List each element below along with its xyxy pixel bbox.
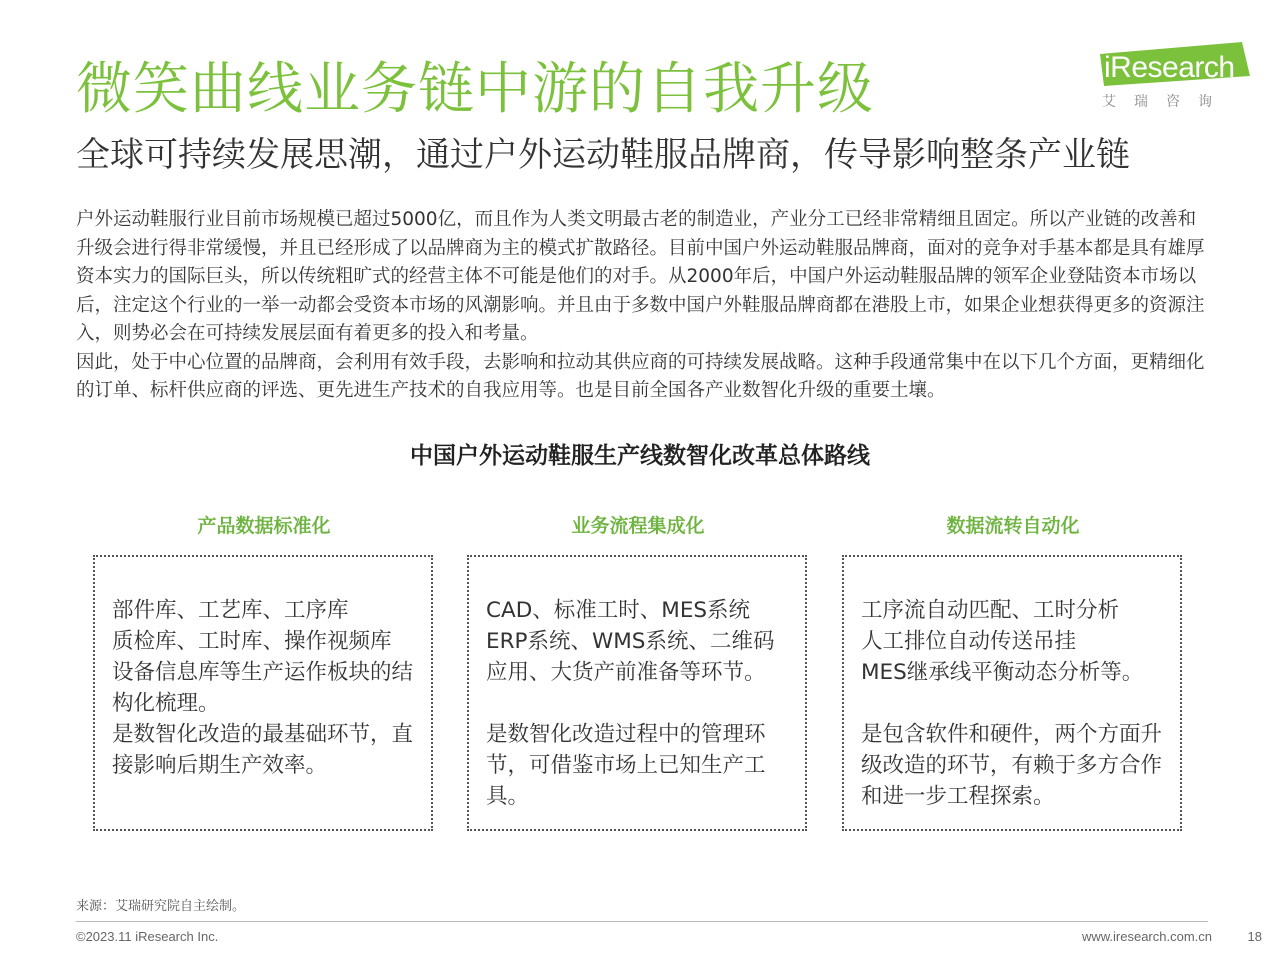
iresearch-logo	[1100, 40, 1250, 115]
box-note: 是数智化改造过程中的管理环节，可借鉴市场上已知生产工具。	[486, 722, 766, 809]
page-title: 微笑曲线业务链中游的自我升级	[76, 57, 874, 122]
body-paragraph-1: 户外运动鞋服行业目前市场规模已超过5000亿，而且作为人类文明最古老的制造业，产业分工已经非常精细且固定。所以产业链的改善和升级会进行得非常缓慢，并且已经形成了以品牌商为主的模式扩散路径。目前中国户外运动鞋服品牌商，面对的竞争对手基本都是具有雄厚资本实力的国际巨头，所以传统粗旷式的经营主体不可能是他们的对手。从2000年后，中国户外运动鞋服品牌的领军企业登陆资本市场以后，注定这个行业的一举一动都会受资本市场的风潮影响。并且由于多数中国户外鞋服品牌商都在港股上市，如果企业想获得更多的资源注入，则势必会在可持续发展层面有着更多的投入和考量。	[76, 209, 1205, 344]
footer-divider	[76, 921, 1208, 922]
logo-brand-text: iResearch	[1104, 51, 1235, 84]
column-heading-business-process: 业务流程集成化	[571, 515, 705, 537]
box-note: 是包含软件和硬件，两个方面升级改造的环节，有赖于多方合作和进一步工程探索。	[861, 722, 1163, 809]
body-text	[76, 206, 1206, 406]
logo-cn-text: 艾瑞咨询	[1102, 94, 1230, 110]
box-product-data	[93, 555, 433, 831]
box-data-flow	[842, 555, 1182, 831]
copyright: ©2023.11 iResearch Inc.	[76, 929, 219, 944]
box-spacer	[486, 688, 789, 719]
column-heading-product-data: 产品数据标准化	[197, 515, 331, 537]
column-heading-data-flow: 数据流转自动化	[946, 515, 1080, 537]
page-subtitle: 全球可持续发展思潮，通过户外运动鞋服品牌商，传导影响整条产业链	[76, 135, 1130, 175]
page-number: 18	[1247, 929, 1262, 944]
box-items: 部件库、工艺库、工序库 质检库、工时库、操作视频库 设备信息库等生产运作板块的结构化梳理。	[112, 598, 414, 716]
box-note: 是数智化改造的最基础环节，直接影响后期生产效率。	[112, 722, 414, 778]
diagram-title: 中国户外运动鞋服生产线数智化改革总体路线	[410, 443, 870, 469]
box-business-process	[467, 555, 807, 831]
box-items: CAD、标准工时、MES系统 ERP系统、WMS系统、二维码应用、大货产前准备等环节。	[486, 598, 775, 685]
source-note: 来源：艾瑞研究院自主绘制。	[76, 899, 246, 914]
box-spacer	[861, 688, 1164, 719]
body-paragraph-2: 因此，处于中心位置的品牌商，会利用有效手段，去影响和拉动其供应商的可持续发展战略。这种手段通常集中在以下几个方面，更精细化的订单、标杆供应商的评选、更先进生产技术的自我应用等。也是目前全国各产业数智化升级的重要土壤。	[76, 351, 1205, 401]
website-link[interactable]: www.iresearch.com.cn	[1081, 929, 1212, 944]
box-items: 工序流自动匹配、工时分析 人工排位自动传送吊挂 MES继承线平衡动态分析等。	[861, 598, 1144, 685]
